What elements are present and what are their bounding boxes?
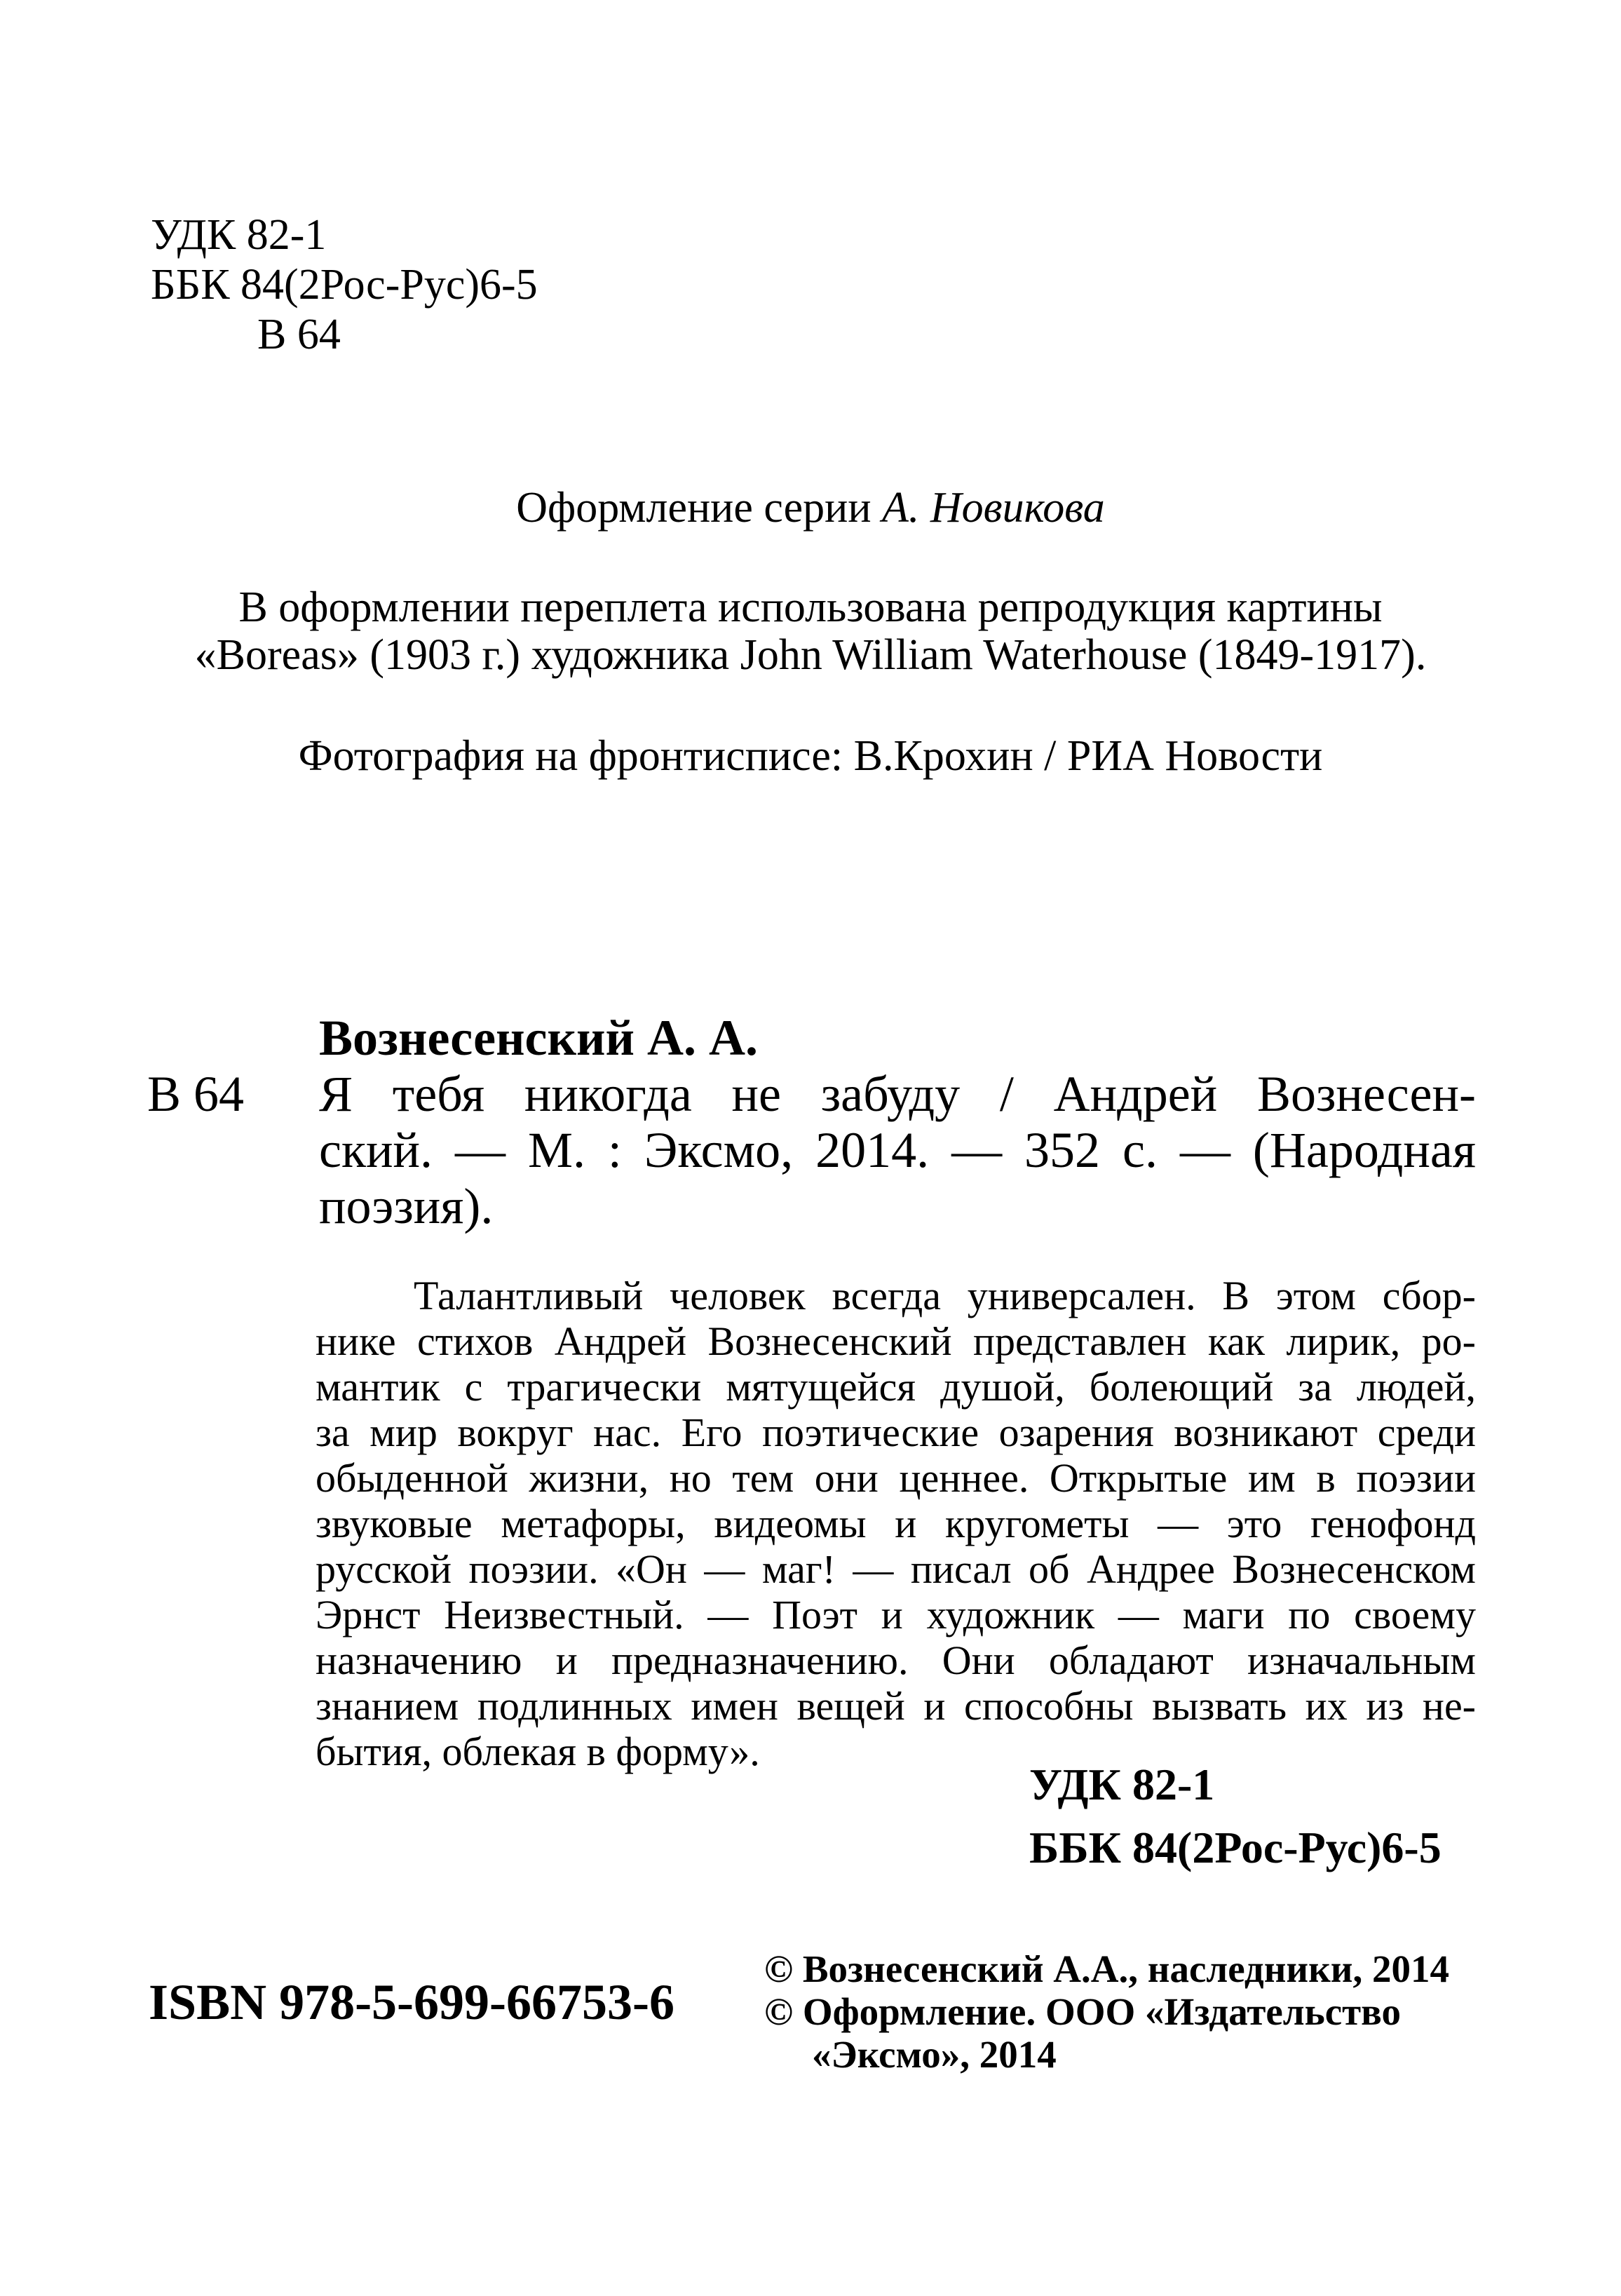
catalog-author: Вознесенский А. А.: [319, 1010, 758, 1066]
annotation-line: за мир вокруг нас. Его поэтические озарения возникают среди: [316, 1410, 1476, 1455]
annotation-line: знанием подлинных имен вещей и способны вызвать их из не-: [316, 1683, 1476, 1729]
biblio-line: поэзия).: [319, 1178, 494, 1234]
annotation-line: нике стихов Андрей Вознесенский представлен как лирик, ро-: [316, 1318, 1476, 1364]
annotation-line: мантик с трагически мятущейся душой, болеющий за людей,: [316, 1364, 1476, 1410]
annotation-line: бытия, облекая в форму».: [316, 1729, 760, 1774]
bibliographic-description: [319, 1066, 1476, 1234]
annotation-line: Эрнст Неизвестный. — Поэт и художник — маги по своему: [316, 1592, 1476, 1637]
photo-credit: Фотография на фронтисписе: В.Крохин / РИА Новости: [298, 732, 1323, 780]
annotation-line: назначению и предназначению. Они обладают изначальным: [316, 1637, 1476, 1683]
catalog-author-sign: В 64: [147, 1066, 245, 1122]
annotation-paragraph: [316, 1273, 1476, 1774]
biblio-line: Я тебя никогда не забуду / Андрей Вознесен-: [319, 1066, 1476, 1122]
copyright-publisher: «Эксмо», 2014: [812, 2033, 1057, 2076]
copyright-design: © Оформление. ООО «Издательство: [764, 1990, 1401, 2033]
binding-credit-line-1: В оформлении переплета использована репродукция картины: [238, 583, 1383, 631]
udk-code: УДК 82-1: [151, 211, 327, 259]
annotation-line: обыденной жизни, но тем они ценнее. Открытые им в поэзии: [316, 1455, 1476, 1501]
binding-credit-line-2: «Boreas» (1903 г.) художника John William Waterhouse (1849-1917).: [194, 631, 1427, 679]
bbk-code: ББК 84(2Рос-Рус)6-5: [1029, 1823, 1442, 1872]
biblio-line: ский. — М. : Эксмо, 2014. — 352 с. — (Народная: [319, 1122, 1476, 1178]
annotation-line: русской поэзии. «Он — маг! — писал об Андрее Вознесенском: [316, 1546, 1476, 1592]
series-designer-name: А. Новикова: [882, 484, 1105, 532]
annotation-line: звуковые метафоры, видеомы и кругометы — это генофонд: [316, 1501, 1476, 1546]
bbk-code: ББК 84(2Рос-Рус)6-5: [151, 261, 538, 309]
author-sign-code: В 64: [257, 311, 341, 358]
annotation-line: Талантливый человек всегда универсален. В этом сбор-: [414, 1273, 1476, 1318]
copyright-author: © Вознесенский А.А., наследники, 2014: [764, 1947, 1449, 1990]
bottom-classification-block: [1029, 1753, 1442, 1879]
isbn-number: ISBN 978-5-699-66753-6: [149, 1974, 674, 2030]
top-classification-block: [151, 210, 538, 360]
credits-block: [0, 484, 1621, 780]
copyright-notice: [764, 1947, 1449, 2076]
udk-code: УДК 82-1: [1029, 1760, 1215, 1809]
series-design-credit: [0, 484, 1621, 532]
series-design-prefix: Оформление серии: [516, 484, 871, 532]
